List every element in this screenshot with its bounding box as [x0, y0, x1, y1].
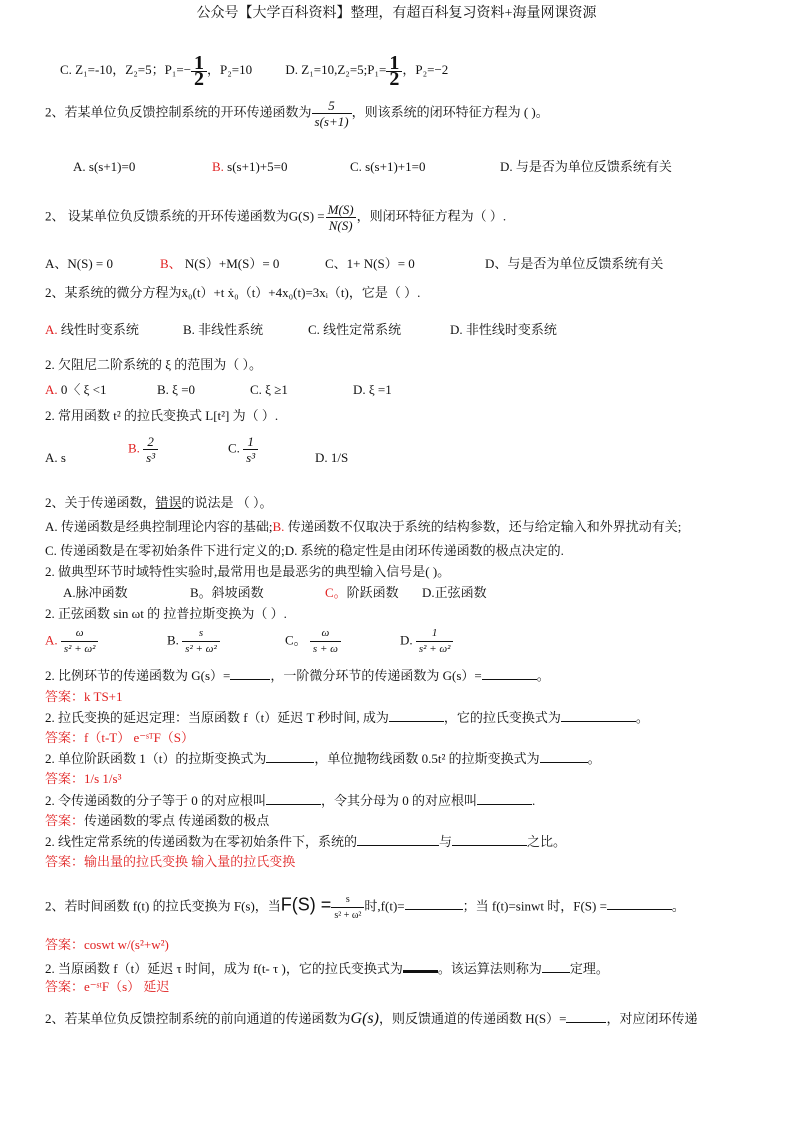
option-d: D. $\frac{1}{\text{s² + ω²}}$ — [400, 626, 453, 657]
blank[interactable] — [452, 833, 527, 846]
option-b: B. ξ =0 — [157, 382, 196, 397]
option-a: A. s(s+1)=0 — [73, 159, 136, 174]
option-a: A. s — [45, 450, 66, 465]
blank[interactable] — [542, 960, 570, 973]
blank[interactable] — [266, 792, 321, 805]
option-c: C. 线性定常系统 — [308, 322, 402, 337]
question-1: 2、若某单位负反馈控制系统的开环传递函数为 $\frac{5}{s(s+1)}$ ，则该系统的闭环特征方程为 ( )。 — [45, 98, 549, 129]
answer-11: 答案：1/s 1/s³ — [45, 771, 122, 786]
blank[interactable] — [482, 667, 537, 680]
answer-14: 答案：coswt w/(s²+w²) — [45, 937, 169, 952]
question-9: 2. 比例环节的传递函数为 G(s）= ，一阶微分环节的传递函数为 G(s）= 。 — [45, 668, 550, 683]
blank[interactable] — [389, 709, 444, 722]
answer-9: 答案：k TS+1 — [45, 689, 123, 704]
answer-10: 答案：f（t-T） e⁻ˢᵀF（S） — [45, 730, 195, 745]
question-12: 2. 令传递函数的分子等于 0 的对应根叫 ，令其分母为 0 的对应根叫 . — [45, 793, 536, 808]
question-6: 2、关于传递函数，错误的说法是 （ ）。 — [45, 495, 273, 510]
blank[interactable] — [405, 897, 463, 910]
option-c: C。阶跃函数 — [325, 585, 399, 600]
option-a: A. $\frac{\omega}{\text{s² + ω²}}$ — [45, 626, 98, 657]
option-c: C. ξ ≥1 — [250, 382, 288, 397]
blank[interactable] — [477, 792, 532, 805]
page-header: 公众号【大学百科资料】整理，有超百科复习资料+海量网课资源 — [196, 6, 597, 21]
option-d: D. Z₁=10,Z₂=5;P₁= $\frac{1}{2}$ ，P₂=−2 — [285, 52, 449, 90]
question-16: 2、若某单位负反馈控制系统的前向通道的传递函数为G(s)，则反馈通道的传递函数 H(S）= ，对应闭环传递 — [45, 1010, 698, 1027]
blank[interactable] — [566, 1010, 606, 1023]
question-5: 2. 常用函数 t² 的拉氏变换式 L[t²] 为（ ）. — [45, 408, 279, 423]
blank[interactable] — [230, 667, 270, 680]
option-d: D、与是否为单位反馈系统有关 — [485, 256, 664, 271]
question-6-line-cd: C. 传递函数是在零初始条件下进行定义的;D. 系统的稳定性是由闭环传递函数的极点决定的. — [45, 543, 564, 558]
option-a: A. 线性时变系统 — [45, 322, 139, 337]
blank[interactable] — [561, 709, 636, 722]
option-d: D. ξ =1 — [353, 382, 392, 397]
answer-15: 答案：e⁻ˢᵗF（s） 延迟 — [45, 979, 170, 994]
q0-options — [60, 52, 449, 90]
question-11: 2. 单位阶跃函数 1（t）的拉斯变换式为 ，单位抛物线函数 0.5t² 的拉斯变换式为 。 — [45, 751, 601, 766]
option-b: B. $\frac{s}{\text{s² + ω²}}$ — [167, 626, 220, 657]
option-a: A. 0〈 ξ <1 — [45, 382, 107, 397]
question-14: 2、若时间函数 f(t) 的拉氏变换为 F(s)，当F(S) = $\frac{s}{\text{s² + ω²}}$ 时,f(t)= ；当 f(t)=sinwt 时，F(S) = 。 — [45, 894, 685, 921]
option-d: D.正弦函数 — [422, 585, 487, 600]
option-b: B. 非线性系统 — [183, 322, 264, 337]
option-a: A.脉冲函数 — [63, 585, 128, 600]
question-4: 2. 欠阻尼二阶系统的 ξ 的范围为（ ）。 — [45, 357, 263, 372]
question-3: 2、某系统的微分方程为ẍ₀(t）+t ẋ₀（t）+4x₀(t)=3xᵢ（t)，它是（ ）. — [45, 285, 421, 300]
option-c: C。 $\frac{\omega}{s + \omega}$ — [285, 626, 341, 657]
blank[interactable] — [357, 833, 439, 846]
option-c: C、1+ N(S）= 0 — [325, 256, 415, 271]
blank[interactable] — [540, 750, 588, 763]
option-d: D. 非性线时变系统 — [450, 322, 557, 337]
option-a: A、N(S) = 0 — [45, 256, 113, 271]
option-b: B。斜坡函数 — [190, 585, 264, 600]
answer-13: 答案：输出量的拉氏变换 输入量的拉氏变换 — [45, 854, 296, 869]
blank[interactable] — [266, 750, 314, 763]
question-2: 2、 设某单位负反馈系统的开环传递函数为G(S) = $\frac{M(S)}{N(S)}$ ，则闭环特征方程为（ ）. — [45, 202, 507, 233]
option-c: C. $\frac{1}{\text{s³}}$ — [228, 434, 258, 465]
answer-12: 答案：传递函数的零点 传递函数的极点 — [45, 813, 270, 828]
option-b: B. $\frac{2}{\text{s³}}$ — [128, 434, 158, 465]
question-7: 2. 做典型环节时域特性实验时,最常用也是最恶劣的典型输入信号是( )。 — [45, 564, 451, 579]
question-6-line-ab: A. 传递函数是经典控制理论内容的基础;B. 传递函数不仅取决于系统的结构参数，还与给定输入和外界扰动有关; — [45, 519, 682, 534]
question-8: 2. 正弦函数 sin ωt 的 拉普拉斯变换为（ ）. — [45, 606, 287, 621]
option-b: B、 N(S）+M(S）= 0 — [160, 256, 280, 271]
option-b: B. s(s+1)+5=0 — [212, 159, 288, 174]
question-13: 2. 线性定常系统的传递函数为在零初始条件下，系统的 与 之比。 — [45, 834, 567, 849]
blank[interactable] — [607, 897, 672, 910]
question-10: 2. 拉氏变换的延迟定理：当原函数 f（t）延迟 T 秒时间, 成为 ，它的拉氏变换式为 。 — [45, 710, 649, 725]
option-c: C. Z₁=-10，Z₂=5；P₁=− $\frac{1}{2}$ ，P₂=10 — [60, 52, 253, 90]
question-15: 2. 当原函数 f（t）延迟 τ 时间，成为 f(t- τ )，它的拉氏变换式为 。该运算法则称为 定理。 — [45, 958, 609, 978]
option-d: D. 与是否为单位反馈系统有关 — [500, 159, 672, 174]
blank[interactable] — [403, 958, 438, 973]
option-c: C. s(s+1)+1=0 — [350, 159, 426, 174]
option-d: D. 1/S — [315, 450, 349, 465]
